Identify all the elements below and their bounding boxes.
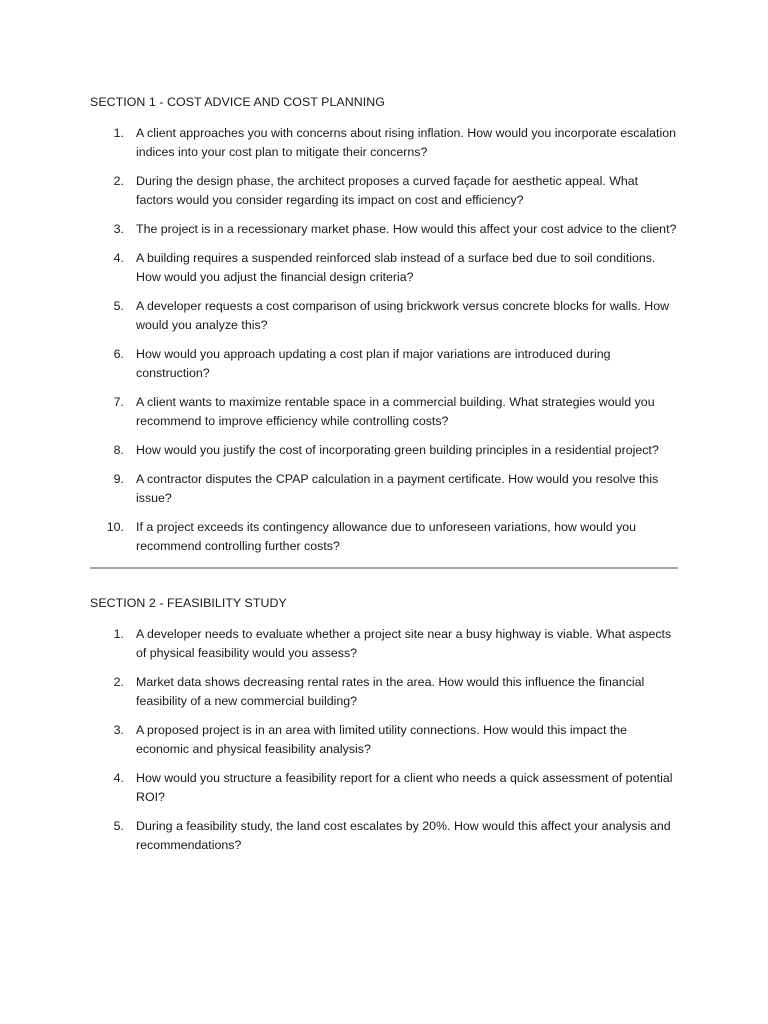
document-page: [90, 94, 678, 865]
question-text: How would you approach updating a cost plan if major variations are introduced during construction?: [136, 347, 611, 380]
section-2-heading: SECTION 2 - FEASIBILITY STUDY: [90, 596, 287, 610]
question-item: [90, 249, 678, 287]
section-1-heading: SECTION 1 - COST ADVICE AND COST PLANNING: [90, 95, 385, 109]
question-number: 3.: [113, 222, 124, 236]
section-divider: [90, 567, 678, 569]
question-text: During a feasibility study, the land cost escalates by 20%. How would this affect your analysis and recommendations?: [136, 819, 671, 852]
question-text: During the design phase, the architect proposes a curved façade for aesthetic appeal. What factors would you consider regarding its impact on cost and efficiency?: [136, 174, 639, 207]
question-item: [90, 172, 678, 210]
question-item: [90, 625, 678, 663]
question-number: 7.: [113, 395, 124, 409]
question-item: [90, 673, 678, 711]
question-text: The project is in a recessionary market phase. How would this affect your cost advice to the client?: [136, 222, 677, 236]
section-2: [90, 595, 678, 855]
question-text: Market data shows decreasing rental rates in the area. How would this influence the financial feasibility of a new commercial building?: [136, 675, 645, 708]
question-number: 3.: [113, 723, 124, 737]
question-number: 5.: [113, 299, 124, 313]
question-number: 1.: [113, 126, 124, 140]
question-number: 6.: [113, 347, 124, 361]
question-number: 2.: [113, 174, 124, 188]
question-text: A client approaches you with concerns about rising inflation. How would you incorporate escalation indices into your cost plan to mitigate their concerns?: [136, 126, 676, 159]
question-item: [90, 518, 678, 556]
question-number: 4.: [113, 251, 124, 265]
question-number: 1.: [113, 627, 124, 641]
section-1: [90, 94, 678, 556]
question-number: 5.: [113, 819, 124, 833]
section-2-question-list: [90, 625, 678, 855]
question-number: 2.: [113, 675, 124, 689]
question-text: How would you justify the cost of incorporating green building principles in a residential project?: [136, 443, 659, 457]
question-number: 9.: [113, 472, 124, 486]
question-text: A proposed project is in an area with limited utility connections. How would this impact the economic and physical feasibility analysis?: [136, 723, 628, 756]
question-text: If a project exceeds its contingency allowance due to unforeseen variations, how would you recommend controlling further costs?: [136, 520, 637, 553]
question-item: [90, 393, 678, 431]
question-item: [90, 441, 678, 460]
question-item: [90, 124, 678, 162]
question-item: [90, 470, 678, 508]
question-text: A building requires a suspended reinforced slab instead of a surface bed due to soil conditions. How would you adjust the financial design criteria?: [136, 251, 656, 284]
question-text: How would you structure a feasibility report for a client who needs a quick assessment of potential ROI?: [136, 771, 673, 804]
question-text: A client wants to maximize rentable space in a commercial building. What strategies would you recommend to improve efficiency while controlling costs?: [136, 395, 655, 428]
question-text: A contractor disputes the CPAP calculation in a payment certificate. How would you resolve this issue?: [136, 472, 659, 505]
question-item: [90, 769, 678, 807]
question-number: 10.: [106, 520, 124, 534]
question-item: [90, 721, 678, 759]
section-1-question-list: [90, 124, 678, 556]
question-item: [90, 345, 678, 383]
question-number: 8.: [113, 443, 124, 457]
question-item: [90, 817, 678, 855]
question-text: A developer needs to evaluate whether a project site near a busy highway is viable. What aspects of physical feasibility would you assess?: [136, 627, 672, 660]
question-item: [90, 220, 678, 239]
question-text: A developer requests a cost comparison of using brickwork versus concrete blocks for walls. How would you analyze this?: [136, 299, 670, 332]
question-number: 4.: [113, 771, 124, 785]
question-item: [90, 297, 678, 335]
